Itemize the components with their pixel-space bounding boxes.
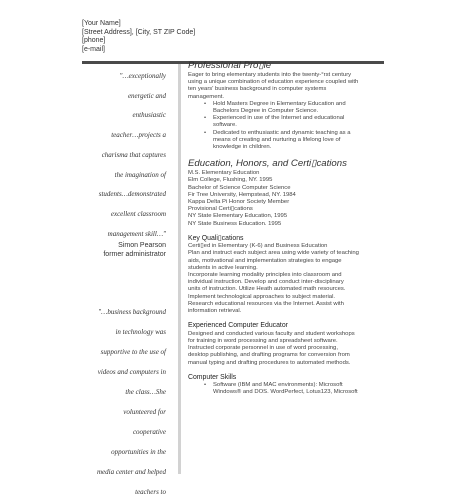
- quote-line: "…business background: [98, 308, 166, 316]
- bullet-line: means of creating and nurturing a lifelong love of: [213, 136, 341, 143]
- qualifications-heading: Key Quali▯cations: [188, 234, 244, 242]
- quote-line: the imagination of: [114, 170, 166, 179]
- experience-line: Instructed corporate personnel in use of word processing,: [188, 345, 338, 352]
- qualification-line: units of instruction. Utilize Heath automated math resources.: [188, 286, 346, 293]
- qualification-line: aids, motivational and implementation strategies to engage: [188, 257, 342, 264]
- sidebar-divider: [178, 64, 181, 474]
- bullet-icon: •: [204, 129, 207, 136]
- quote-line: the class…She: [125, 388, 166, 396]
- quote-line: cooperative: [132, 428, 166, 436]
- qualification-line: information retrieval.: [188, 308, 242, 315]
- bullet-item: [204, 100, 384, 115]
- profile-heading: Professional Pro▯le: [188, 60, 272, 71]
- qualification-line: Plan and instruct each subject area using wide variety of teaching: [188, 250, 359, 257]
- profile-line: management.: [188, 93, 225, 100]
- skills-heading: Computer Skills: [188, 373, 237, 381]
- experience-line: desktop publishing, and drafting programs for conversion from: [188, 352, 350, 359]
- main-content: [188, 60, 384, 397]
- spacer: [188, 315, 384, 322]
- bullet-line: knowledge in children.: [213, 144, 272, 151]
- bullet-line: Bachelors Degree in Computer Science.: [213, 108, 319, 115]
- quote-line: in technology was: [115, 328, 166, 336]
- attribution-name: Simon Pearson: [118, 242, 166, 249]
- education-line: NY State Elementary Education, 1995: [188, 213, 288, 220]
- bullet-item: [204, 129, 384, 152]
- spacer: [188, 228, 384, 235]
- experience-heading: Experienced Computer Educator: [188, 322, 288, 330]
- quote-line: teachers to: [135, 488, 166, 496]
- bullet-item: [204, 382, 384, 396]
- quote-line: management skill…": [107, 229, 166, 238]
- profile-bullets: [204, 100, 384, 151]
- qualification-line: Research educational resources via the Internet. Assist with: [188, 300, 344, 307]
- contact-address: [Street Address], [City, ST ZIP Code]: [82, 28, 196, 36]
- profile-line: Eager to bring elementary students into the twenty-°rst century: [188, 72, 352, 78]
- education-line: M.S. Elementary Education: [188, 170, 260, 177]
- quote-line: supportive to the use of: [100, 348, 166, 356]
- education-line: Kappa Delta Pi Honor Society Member: [188, 199, 290, 206]
- contact-block: [82, 20, 195, 54]
- skill-line: Windows® and DOS. WordPerfect, Lotus123, Microsoft: [213, 389, 358, 396]
- bullet-item: [204, 115, 384, 129]
- spacer: [188, 151, 384, 158]
- education-line: Bachelor of Science Computer Science: [188, 184, 291, 191]
- attribution-title: former administrator: [103, 250, 166, 258]
- qualification-line: students in active learning.: [188, 264, 258, 271]
- skill-line: Software (IBM and MAC environments): Microsoft: [213, 382, 343, 389]
- contact-phone: [phone]: [82, 37, 106, 45]
- education-line: Provisional Certi▯cations: [188, 206, 253, 213]
- quote-line: videos and computers in: [97, 368, 166, 376]
- bullet-line: Hold Masters Degree in Elementary Education and: [213, 100, 346, 107]
- bullet-line: software.: [213, 122, 237, 129]
- quote-line: teacher…projects a: [111, 131, 166, 140]
- bullet-line: Experienced in use of the Internet and educational: [213, 115, 345, 122]
- quote-line: enthusiastic: [132, 111, 166, 120]
- testimonial-quote-2: [70, 302, 166, 502]
- skills-bullets: [204, 382, 384, 396]
- education-heading: Education, Honors, and Certi▯cations: [188, 158, 347, 170]
- education-line: Elm College, Flushing, NY. 1995: [188, 177, 273, 184]
- profile-line: ten years' business background in computer systems: [188, 86, 327, 93]
- bullet-line: Dedicated to enthusiastic and dynamic teaching as a: [213, 129, 351, 136]
- bullet-icon: •: [204, 100, 207, 107]
- spacer: [188, 367, 384, 374]
- education-line: NY State Business Education. 1995: [188, 220, 282, 227]
- education-line: Fir Tree University, Hempstead, NY. 1984: [188, 191, 296, 198]
- experience-line: for training in word processing and spreadsheet software.: [188, 337, 338, 344]
- qualification-line: Implement technological approaches to subject material.: [188, 293, 336, 300]
- qualification-line: Incorporate learning modality principles into classroom and: [188, 272, 342, 279]
- quote-line: opportunities in the: [111, 448, 166, 456]
- quote-line: charisma that captures: [101, 150, 166, 159]
- quote-line: energetic and: [127, 91, 166, 100]
- quote-line: excellent classroom: [110, 209, 166, 218]
- quote-line: volunteered for: [123, 408, 166, 416]
- bullet-icon: •: [204, 382, 207, 389]
- qualification-line: Certi▯ed in Elementary (K-6) and Business Education: [188, 243, 328, 250]
- quote-line: media center and helped: [96, 468, 166, 476]
- quote-line: "…exceptionally: [119, 72, 166, 80]
- qualification-line: individual instruction. Develop and conduct inter-disciplinary: [188, 279, 344, 286]
- quote-attribution: [70, 242, 166, 259]
- quote-line: students…demonstrated: [98, 190, 166, 199]
- bullet-icon: •: [204, 115, 207, 122]
- contact-email: [e-mail]: [82, 45, 105, 53]
- experience-line: manual typing and drafting procedures to automated methods.: [188, 359, 351, 366]
- profile-line: using a unique combination of education experience coupled with: [188, 79, 359, 86]
- testimonial-quote-1: [70, 67, 166, 244]
- contact-name: [Your Name]: [82, 20, 121, 27]
- experience-line: Designed and conducted various faculty and student workshops: [188, 330, 355, 337]
